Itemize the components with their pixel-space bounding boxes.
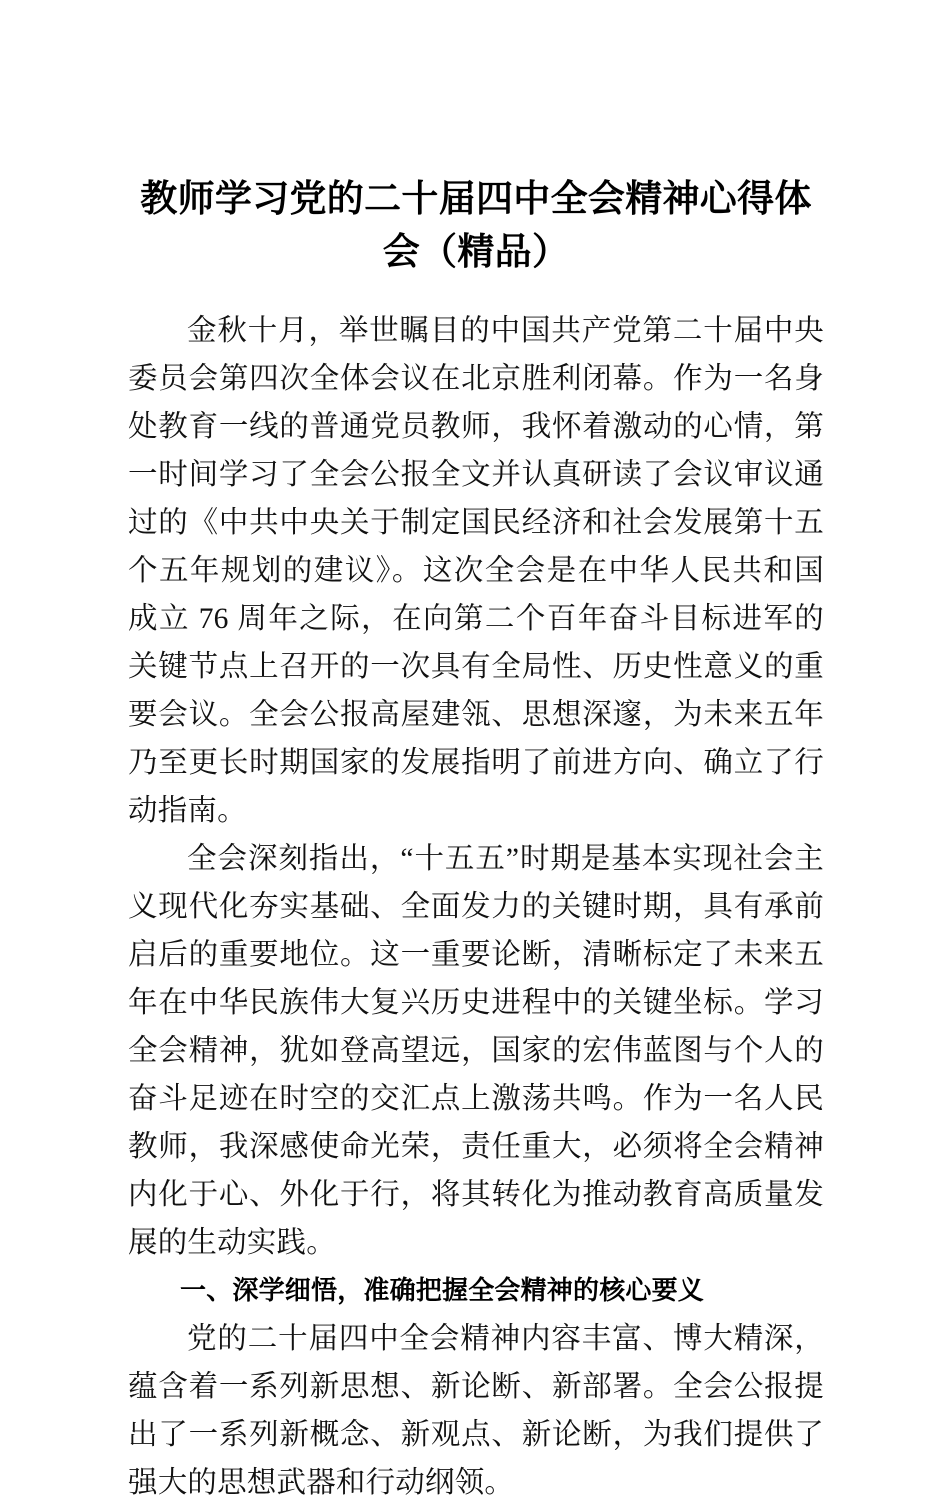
page-title-line-2: 会（精品） <box>382 230 570 273</box>
page-title <box>128 172 824 278</box>
paragraph-opening: 金秋十月，举世瞩目的中国共产党第二十届中央委员会第四次全体会议在北京胜利闭幕。作为一名身处教育一线的普通党员教师，我怀着激动的心情，第一时间学习了全会公报全文并认真研读了会议审议通过的《中共中央关于制定国民经济和社会发展第十五个五年规划的建议》。这次全会是在中华人民共和国成立 76 周年之际，在向第二个百年奋斗目标进军的关键节点上召开的一次具有全局性、历史性意义的重要会议。全会公报高屋建瓴、思想深邃，为未来五年乃至更长时期国家的发展指明了前进方向、确立了行动指南。 <box>128 315 824 827</box>
document-body <box>128 307 824 1507</box>
page-title-line-1: 教师学习党的二十届四中全会精神心得体 <box>140 177 812 220</box>
paragraph-significance: 全会深刻指出，“十五五”时期是基本实现社会主义现代化夯实基础、全面发力的关键时期，具有承前启后的重要地位。这一重要论断，清晰标定了未来五年在中华民族伟大复兴历史进程中的关键坐标。学习全会精神，犹如登高望远，国家的宏伟蓝图与个人的奋斗足迹在时空的交汇点上激荡共鸣。作为一名人民教师，我深感使命光荣，责任重大，必须将全会精神内化于心、外化于行，将其转化为推动教育高质量发展的生动实践。 <box>128 843 824 1259</box>
heading-section-one: 一、深学细悟，准确把握全会精神的核心要义 <box>180 1276 705 1306</box>
paragraph-section-one-body: 党的二十届四中全会精神内容丰富、博大精深，蕴含着一系列新思想、新论断、新部署。全会公报提出了一系列新概念、新观点、新论断，为我们提供了强大的思想武器和行动纲领。 <box>128 1323 824 1499</box>
